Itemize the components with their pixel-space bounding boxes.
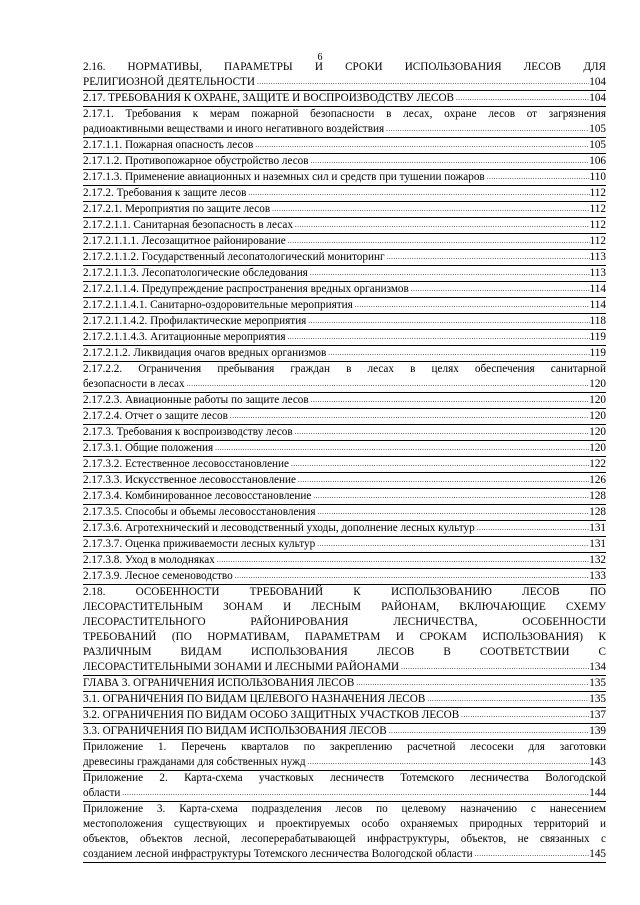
toc-entry-text: Приложение 1. Перечень кварталов по закреплению расчетной лесосеки для заготовки bbox=[83, 741, 606, 753]
toc-page-number: 105 bbox=[589, 139, 606, 151]
toc-page-number: 120 bbox=[589, 378, 606, 390]
toc-entry-title: 2.17.1.2. Противопожарное обустройство лесов bbox=[83, 155, 309, 167]
toc-entry-text: ЛЕСОРАСТИТЕЛЬНОГО РАЙОНИРОВАНИЯ ЛЕСНИЧЕСТВА, ОСОБЕННОСТИ bbox=[83, 616, 606, 628]
toc-page-number: 104 bbox=[589, 76, 606, 88]
toc-entry-title: 2.17.2.1.2. Ликвидация очагов вредных организмов bbox=[83, 347, 327, 359]
toc-page-number: 137 bbox=[589, 709, 606, 721]
toc-entry[interactable] bbox=[83, 553, 606, 569]
toc-page-number: 133 bbox=[589, 570, 606, 582]
toc-dot-leader bbox=[296, 473, 589, 488]
toc-entry-title: 2.17.1.1. Пожарная опасность лесов bbox=[83, 139, 254, 151]
toc-page-number: 120 bbox=[589, 426, 606, 438]
toc-entry[interactable] bbox=[83, 692, 606, 708]
toc-entry-text: Приложение 3. Карта-схема подразделения лесов по целевому назначению с нанесением bbox=[83, 803, 606, 815]
toc-entry-title: радиоактивными веществами и иного негативного воздействия bbox=[83, 123, 385, 135]
toc-page-number: 105 bbox=[589, 123, 606, 135]
toc-dot-leader bbox=[399, 660, 589, 675]
toc-dot-leader bbox=[354, 676, 589, 691]
toc-dot-leader bbox=[270, 202, 590, 217]
toc-page-number: 128 bbox=[589, 490, 606, 502]
toc-entry[interactable] bbox=[83, 771, 606, 802]
toc-page-number: 135 bbox=[589, 693, 606, 705]
toc-entry[interactable] bbox=[83, 266, 606, 282]
toc-dot-leader bbox=[454, 91, 589, 106]
toc-entry[interactable] bbox=[83, 234, 606, 250]
toc-page-number: 118 bbox=[589, 315, 606, 327]
toc-entry-text: 2.16. НОРМАТИВЫ, ПАРАМЕТРЫ И СРОКИ ИСПОЛЬЗОВАНИЯ ЛЕСОВ ДЛЯ bbox=[83, 61, 606, 73]
toc-entry-text: 2.17.1. Требования к мерам пожарной безопасности в лесах, охране лесов от загрязнения bbox=[83, 108, 606, 120]
toc-entry[interactable] bbox=[83, 802, 606, 863]
toc-dot-leader bbox=[253, 138, 589, 153]
toc-entry[interactable] bbox=[83, 154, 606, 170]
toc-entry-title: 2.17.2.1.1.4.2. Профилактические мероприятия bbox=[83, 315, 307, 327]
toc-dot-leader bbox=[475, 521, 590, 536]
toc-dot-leader bbox=[293, 425, 590, 440]
toc-entry[interactable] bbox=[83, 282, 606, 298]
toc-entry[interactable] bbox=[83, 425, 606, 441]
toc-page-number: 112 bbox=[589, 187, 606, 199]
toc-entry[interactable] bbox=[83, 473, 606, 489]
toc-entry[interactable] bbox=[83, 505, 606, 521]
toc-entry[interactable] bbox=[83, 250, 606, 266]
toc-entry[interactable] bbox=[83, 521, 606, 537]
toc-entry-title: 2.17.2.1.1.1. Лесозащитное районирование bbox=[83, 235, 286, 247]
toc-entry-text: РАЗЛИЧНЫМ ВИДАМ ИСПОЛЬЗОВАНИЯ ЛЕСОВ В СООТВЕТСТВИИ С bbox=[83, 646, 606, 658]
toc-dot-leader bbox=[293, 218, 590, 233]
toc-page-number: 134 bbox=[589, 661, 606, 673]
toc-page-number: 143 bbox=[589, 756, 606, 768]
toc-entry-title: древесины гражданами для собственных нужд bbox=[83, 756, 306, 768]
toc-dot-leader bbox=[409, 282, 590, 297]
toc-entry-title: 2.17.3.8. Уход в молодняках bbox=[83, 554, 215, 566]
toc-entry[interactable] bbox=[83, 676, 606, 692]
toc-page-number: 112 bbox=[589, 219, 606, 231]
toc-entry[interactable] bbox=[83, 585, 606, 676]
toc-page-number: 114 bbox=[589, 299, 606, 311]
toc-page-number: 126 bbox=[589, 474, 606, 486]
toc-dot-leader bbox=[306, 314, 589, 329]
toc-dot-leader bbox=[459, 708, 589, 723]
toc-page-number: 113 bbox=[589, 267, 606, 279]
toc-dot-leader bbox=[387, 724, 590, 739]
toc-dot-leader bbox=[286, 234, 590, 249]
toc-entry-title: 2.17.2.1.1.4. Предупреждение распространения вредных организмов bbox=[83, 283, 409, 295]
toc-dot-leader bbox=[185, 377, 590, 392]
toc-entry-title: 2.17.2.3. Авиационные работы по защите лесов bbox=[83, 394, 309, 406]
toc-page-number: 120 bbox=[589, 410, 606, 422]
toc-entry[interactable] bbox=[83, 393, 606, 409]
toc-entry-title: 2.17.2.1.1.3. Лесопатологические обследования bbox=[83, 267, 308, 279]
toc-dot-leader bbox=[485, 170, 590, 185]
toc-dot-leader bbox=[233, 569, 590, 584]
toc-entry[interactable] bbox=[83, 441, 606, 457]
toc-page-number: 128 bbox=[589, 506, 606, 518]
toc-dot-leader bbox=[425, 692, 589, 707]
toc-entry[interactable] bbox=[83, 91, 606, 107]
toc-entry[interactable] bbox=[83, 298, 606, 314]
toc-entry-title: безопасности в лесах bbox=[83, 378, 185, 390]
toc-dot-leader bbox=[308, 266, 590, 281]
toc-page-number: 139 bbox=[589, 725, 606, 737]
toc-entry[interactable] bbox=[83, 107, 606, 138]
toc-dot-leader bbox=[353, 298, 590, 313]
toc-page-number: 104 bbox=[589, 92, 606, 104]
toc-entry-title: 2.17.3.1. Общие положения bbox=[83, 442, 214, 454]
toc-dot-leader bbox=[385, 250, 590, 265]
toc-entry-title: 2.17.3.6. Агротехнический и лесоводственный уходы, дополнение лесных культур bbox=[83, 522, 475, 534]
page-number: 6 bbox=[317, 52, 323, 63]
table-of-contents bbox=[83, 60, 606, 863]
toc-dot-leader bbox=[286, 330, 590, 345]
toc-page-number: 131 bbox=[589, 522, 606, 534]
toc-entry[interactable] bbox=[83, 202, 606, 218]
toc-entry-title: области bbox=[83, 787, 121, 799]
toc-entry-title: 2.17.3.4. Комбинированное лесовосстановление bbox=[83, 490, 312, 502]
toc-entry[interactable] bbox=[83, 138, 606, 154]
toc-entry-title: 2.17.2.1.1.4.3. Агитационные мероприятия bbox=[83, 331, 286, 343]
toc-entry-title: 2.17.2.4. Отчет о защите лесов bbox=[83, 410, 228, 422]
toc-entry[interactable] bbox=[83, 170, 606, 186]
toc-dot-leader bbox=[311, 489, 589, 504]
toc-dot-leader bbox=[473, 847, 590, 862]
toc-entry[interactable] bbox=[83, 362, 606, 393]
toc-entry-title: 2.17.1.3. Применение авиационных и наземных сил и средств при тушении пожаров bbox=[83, 171, 485, 183]
toc-entry-title: 2.17.2.1. Мероприятия по защите лесов bbox=[83, 203, 271, 215]
toc-entry-text: местоположения существующих и проектируемых особо охраняемых природных территорий и bbox=[83, 818, 606, 830]
toc-entry[interactable] bbox=[83, 457, 606, 473]
toc-entry-text: ТРЕБОВАНИЙ (ПО НОРМАТИВАМ, ПАРАМЕТРАМ И СРОКАМ ИСПОЛЬЗОВАНИЯ) К bbox=[83, 631, 606, 643]
toc-dot-leader bbox=[306, 755, 590, 770]
toc-dot-leader bbox=[255, 75, 589, 90]
toc-entry[interactable] bbox=[83, 186, 606, 202]
toc-page-number: 144 bbox=[589, 787, 606, 799]
toc-dot-leader bbox=[289, 457, 589, 472]
toc-entry-title: 2.17.2. Требования к защите лесов bbox=[83, 187, 247, 199]
toc-entry[interactable] bbox=[83, 218, 606, 234]
toc-entry-title: 2.17.2.1.1.2. Государственный лесопатологический мониторинг bbox=[83, 251, 385, 263]
toc-dot-leader bbox=[120, 786, 589, 801]
toc-page-number: 114 bbox=[589, 283, 606, 295]
toc-dot-leader bbox=[384, 122, 589, 137]
toc-entry-text: объектов, объектов лесной, лесоперерабатывающей инфраструктуры, объектов, не связанных с bbox=[83, 833, 606, 845]
toc-entry[interactable] bbox=[83, 537, 606, 553]
toc-entry-title: 2.17.3.9. Лесное семеноводство bbox=[83, 570, 233, 582]
toc-entry-title: 2.17.2.1.1.4.1. Санитарно-оздоровительные мероприятия bbox=[83, 299, 353, 311]
toc-entry[interactable] bbox=[83, 409, 606, 425]
toc-entry-text: 2.18. ОСОБЕННОСТИ ТРЕБОВАНИЙ К ИСПОЛЬЗОВАНИЮ ЛЕСОВ ПО bbox=[83, 586, 606, 598]
toc-entry[interactable] bbox=[83, 740, 606, 771]
toc-entry-title: созданием лесной инфраструктуры Тотемского лесничества Вологодской области bbox=[83, 848, 473, 860]
toc-page-number: 132 bbox=[589, 554, 606, 566]
toc-entry-title: 2.17.3.7. Оценка приживаемости лесных культур bbox=[83, 538, 316, 550]
toc-entry-title: 2.17.2.1.1. Санитарная безопасность в лесах bbox=[83, 219, 293, 231]
toc-entry-title: 2.17. ТРЕБОВАНИЯ К ОХРАНЕ, ЗАЩИТЕ И ВОСПРОИЗВОДСТВУ ЛЕСОВ bbox=[83, 92, 454, 104]
toc-entry-title: 2.17.3.3. Искусственное лесовосстановление bbox=[83, 474, 296, 486]
toc-page-number: 131 bbox=[589, 538, 606, 550]
toc-entry[interactable] bbox=[83, 569, 606, 585]
toc-page-number: 119 bbox=[589, 331, 606, 343]
toc-dot-leader bbox=[326, 346, 589, 361]
toc-dot-leader bbox=[228, 409, 589, 424]
toc-entry[interactable] bbox=[83, 489, 606, 505]
toc-dot-leader bbox=[309, 393, 590, 408]
toc-page-number: 135 bbox=[589, 677, 606, 689]
toc-dot-leader bbox=[215, 553, 589, 568]
toc-dot-leader bbox=[316, 505, 590, 520]
toc-entry-title: 2.17.3.5. Способы и объемы лесовосстановления bbox=[83, 506, 316, 518]
toc-page-number: 122 bbox=[589, 458, 606, 470]
toc-entry-title: 2.17.3.2. Естественное лесовосстановление bbox=[83, 458, 289, 470]
toc-page-number: 120 bbox=[589, 394, 606, 406]
toc-dot-leader bbox=[213, 441, 589, 456]
toc-entry-title: 3.3. ОГРАНИЧЕНИЯ ПО ВИДАМ ИСПОЛЬЗОВАНИЯ ЛЕСОВ bbox=[83, 725, 387, 737]
toc-entry[interactable] bbox=[83, 330, 606, 346]
toc-entry-title: ГЛАВА 3. ОГРАНИЧЕНИЯ ИСПОЛЬЗОВАНИЯ ЛЕСОВ bbox=[83, 677, 355, 689]
toc-entry-title: РЕЛИГИОЗНОЙ ДЕЯТЕЛЬНОСТИ bbox=[83, 76, 255, 88]
toc-entry[interactable] bbox=[83, 724, 606, 740]
toc-page-number: 112 bbox=[589, 203, 606, 215]
toc-page-number: 106 bbox=[589, 155, 606, 167]
toc-entry[interactable] bbox=[83, 708, 606, 724]
toc-entry-title: 3.2. ОГРАНИЧЕНИЯ ПО ВИДАМ ОСОБО ЗАЩИТНЫХ УЧАСТКОВ ЛЕСОВ bbox=[83, 709, 460, 721]
toc-entry-text: 2.17.2.2. Ограничения пребывания граждан в лесах в целях обеспечения санитарной bbox=[83, 363, 606, 375]
toc-dot-leader bbox=[246, 186, 589, 201]
toc-entry-title: 2.17.3. Требования к воспроизводству лесов bbox=[83, 426, 293, 438]
toc-page-number: 120 bbox=[589, 442, 606, 454]
toc-page-number: 119 bbox=[589, 347, 606, 359]
toc-page-number: 145 bbox=[589, 848, 606, 860]
toc-entry-text: ЛЕСОРАСТИТЕЛЬНЫМ ЗОНАМ И ЛЕСНЫМ РАЙОНАМ, ВКЛЮЧАЮЩИЕ СХЕМУ bbox=[83, 601, 606, 613]
toc-entry-title: ЛЕСОРАСТИТЕЛЬНЫМИ ЗОНАМИ И ЛЕСНЫМИ РАЙОНАМИ bbox=[83, 661, 400, 673]
toc-dot-leader bbox=[315, 537, 589, 552]
toc-dot-leader bbox=[309, 154, 590, 169]
toc-page-number: 110 bbox=[589, 171, 606, 183]
toc-entry[interactable] bbox=[83, 346, 606, 362]
toc-entry[interactable] bbox=[83, 60, 606, 91]
toc-entry[interactable] bbox=[83, 314, 606, 330]
toc-page-number: 113 bbox=[589, 251, 606, 263]
toc-page-number: 112 bbox=[589, 235, 606, 247]
toc-entry-text: Приложение 2. Карта-схема участковых лесничеств Тотемского лесничества Вологодской bbox=[83, 772, 606, 784]
toc-entry-title: 3.1. ОГРАНИЧЕНИЯ ПО ВИДАМ ЦЕЛЕВОГО НАЗНАЧЕНИЯ ЛЕСОВ bbox=[83, 693, 426, 705]
